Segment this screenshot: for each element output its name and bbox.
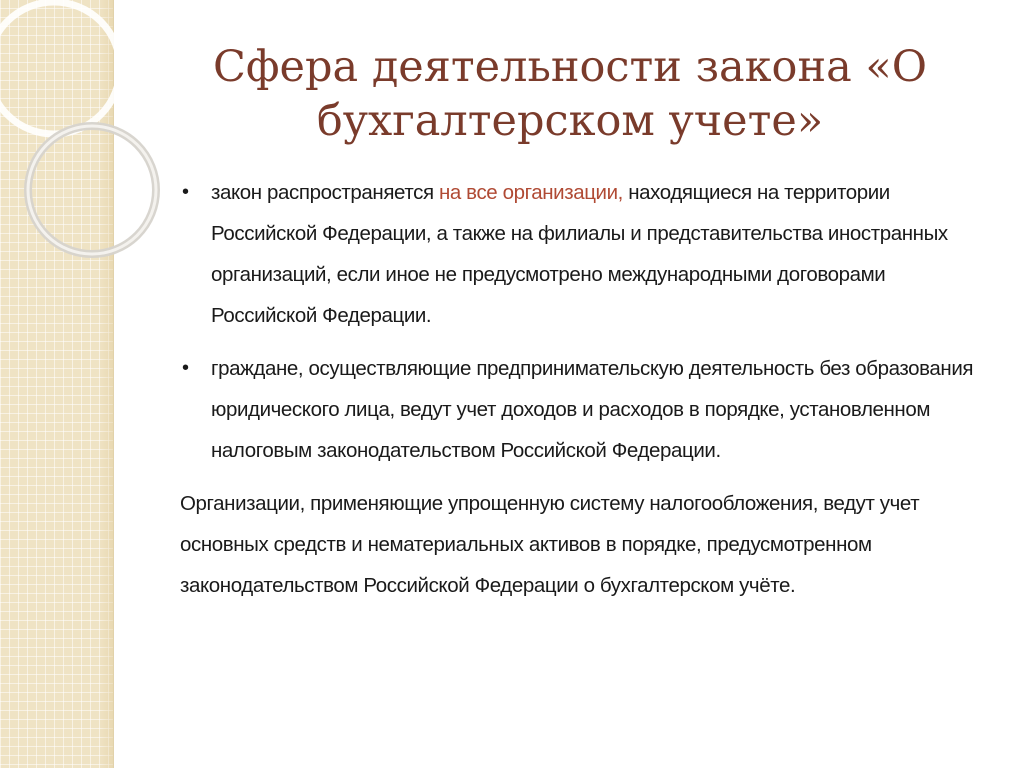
bullet-marker: • <box>182 357 189 379</box>
decorative-rings <box>0 0 160 320</box>
bullet-item-1 <box>180 172 985 336</box>
bullet-marker: • <box>182 181 189 203</box>
bullet-1-text-end: находящиеся на территории Российской Федерации, а также на филиалы и представительства иностранных организаций, если иное не предусмотрено международными договорами Российской Федерации. <box>211 181 948 327</box>
bullet-1-highlight: на все организации, <box>438 181 623 204</box>
bullet-1-text-start: закон распространяется <box>211 181 439 204</box>
closing-paragraph: Организации, применяющие упрощенную систему налогообложения, ведут учет основных средств и нематериальных активов в порядке, предусмотренном законодательством Российской Федерации о бухгалтерском учёте. <box>180 492 920 597</box>
bullet-2-text: граждане, осуществляющие предпринимательскую деятельность без образования юридического лица, ведут учет доходов и расходов в порядке, установленном налоговым законодательством Российской Федерации. <box>211 357 974 462</box>
slide-title: Сфера деятельности закона «О бухгалтерском учете» <box>213 42 927 146</box>
bullet-item-2 <box>180 348 985 471</box>
ring-top <box>0 2 120 134</box>
bullet-list <box>180 172 985 471</box>
slide-content <box>180 172 985 606</box>
ring-middle-highlight <box>28 126 156 254</box>
